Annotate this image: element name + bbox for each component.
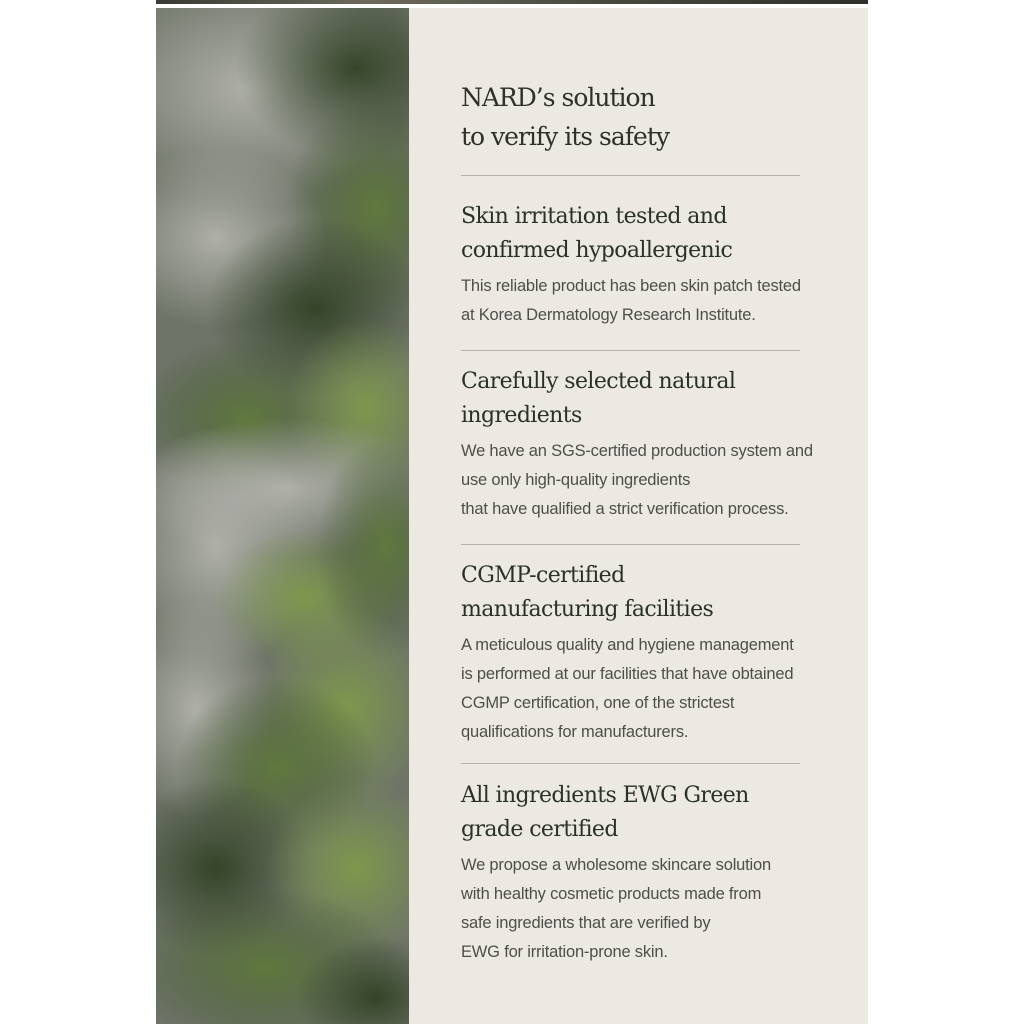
top-image-strip (156, 0, 868, 4)
feature-ewg-green (461, 779, 841, 967)
feature-natural-ingredients (461, 365, 841, 524)
misty-forest-photo (156, 8, 409, 1024)
feature-title (461, 365, 841, 433)
feature-body-line: with healthy cosmetic products made from (461, 885, 762, 903)
feature-title (461, 559, 841, 627)
feature-description (461, 631, 841, 747)
feature-title-line: Carefully selected natural (461, 369, 736, 394)
feature-body-line: EWG for irritation-prone skin. (461, 943, 668, 961)
feature-body-line: use only high-quality ingredients (461, 471, 691, 489)
feature-title (461, 200, 841, 268)
divider (461, 544, 800, 545)
feature-description (461, 851, 841, 967)
feature-cgmp-facilities (461, 559, 841, 747)
feature-body-line: at Korea Dermatology Research Institute. (461, 306, 756, 324)
divider (461, 175, 800, 176)
feature-title-line: Skin irritation tested and (461, 204, 727, 229)
feature-title-line: All ingredients EWG Green (461, 783, 749, 808)
feature-skin-irritation (461, 200, 841, 330)
divider (461, 350, 800, 351)
heading-line-2: to verify its safety (461, 122, 670, 151)
feature-title-line: ingredients (461, 403, 582, 428)
feature-body-line: We propose a wholesome skincare solution (461, 856, 771, 874)
feature-description (461, 437, 841, 524)
page-heading (461, 78, 669, 156)
feature-title-line: CGMP-certified (461, 563, 625, 588)
feature-title-line: manufacturing facilities (461, 597, 714, 622)
safety-panel (156, 8, 868, 1024)
feature-body-line: We have an SGS-certified production system and (461, 442, 813, 460)
feature-title-line: confirmed hypoallergenic (461, 238, 733, 263)
feature-body-line: that have qualified a strict verification process. (461, 500, 789, 518)
forest-illustration (156, 8, 409, 1024)
feature-body-line: A meticulous quality and hygiene management (461, 636, 794, 654)
content-column (409, 8, 868, 1024)
feature-title-line: grade certified (461, 817, 618, 842)
divider (461, 763, 800, 764)
feature-body-line: is performed at our facilities that have obtained (461, 665, 794, 683)
feature-body-line: This reliable product has been skin patch tested (461, 277, 801, 295)
feature-body-line: qualifications for manufacturers. (461, 723, 689, 741)
feature-title (461, 779, 841, 847)
feature-description (461, 272, 841, 330)
heading-line-1: NARD’s solution (461, 83, 655, 112)
feature-body-line: CGMP certification, one of the strictest (461, 694, 735, 712)
feature-body-line: safe ingredients that are verified by (461, 914, 711, 932)
